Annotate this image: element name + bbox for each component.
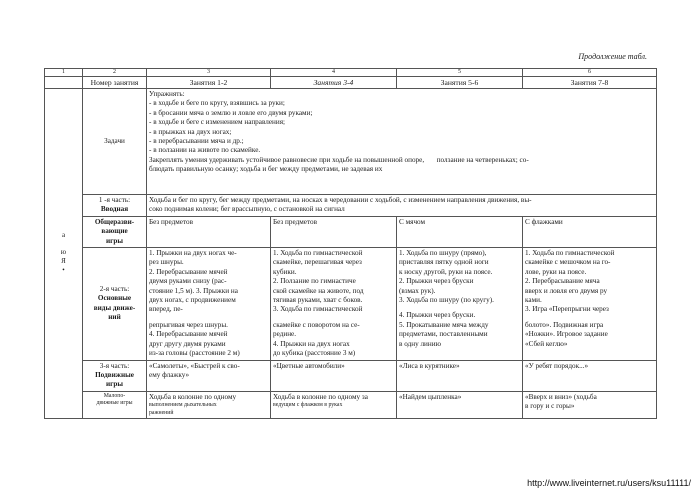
col-number: 3	[147, 69, 271, 77]
general-cell: Без предметов	[271, 216, 397, 247]
low-mobility-row	[45, 391, 657, 418]
general-cell: Без предметов	[147, 216, 271, 247]
part3-cell: «Лиса в курятнике»	[397, 360, 523, 391]
header-session: Занятия 1-2	[147, 77, 271, 89]
col-number: 6	[523, 69, 657, 77]
tasks-content: Упражнять: - в ходьбе и беге по кругу, взявшись за руки; - в бросании мяча о землю и ловле его двумя руками; - в ходьбе и беге с изменением направления; - в прыжках на двух ногах; - в перебрасывании мяча и др.; - в ползании на животе по скамейке. Закреплять умения удерживать устойчивое равновесие при ходьбе на повышенной опоре, ползание на четвереньках; со- блюдать правильную осанку; ходьба и бег между предметами, не задевая их	[147, 89, 657, 195]
low-mobility-cell: «Вверх и вниз» (ходьба в гору и с горы»	[523, 391, 657, 418]
part3-cell: «Цветные автомобили»	[271, 360, 397, 391]
header-lesson-number: Номер занятия	[83, 77, 147, 89]
low-mobility-cell: Ходьба в колонне по одному выполнением дыхательных ражнений	[147, 391, 271, 418]
col-number: 1	[45, 69, 83, 77]
general-games-row	[45, 216, 657, 247]
part1-label: 1 -я часть: Вводная	[83, 195, 147, 217]
lesson-plan-table	[44, 68, 657, 419]
continuation-note: Продолжение табл.	[578, 52, 647, 61]
header-row	[45, 77, 657, 89]
column-number-row	[45, 69, 657, 77]
part2-row	[45, 248, 657, 360]
general-games-label: Общеразви- вающие игры	[83, 216, 147, 247]
part3-cell: «Самолеты», «Быстрей к сво- ему флажку»	[147, 360, 271, 391]
part2-cell-s78: 1. Ходьба по гимнастической скамейке с мешочком на го- лове, руки на поясе. 2. Перебрасывание мяча вверх и ловля его двумя ру ками. 3. Игра «Перепрыгни через болото». Подвижная игра «Ножки». Игровое задание «Сбей кеглю»	[523, 248, 657, 360]
part1-content: Ходьба и бег по кругу, бег между предметами, на носках в чередовании с ходьбой, с изменением направления движения, вы- соко поднимая колени; бег врассыпную, с остановкой на сигнал	[147, 195, 657, 217]
col-number: 4	[271, 69, 397, 77]
part3-label: 3-я часть: Подвижные игры	[83, 360, 147, 391]
low-mobility-label: Малопо- движные игры	[83, 391, 147, 418]
col-number: 5	[397, 69, 523, 77]
balance-line: Закреплять умения удерживать устойчивое равновесие при ходьбе на повышенной опоре, ползание на четвереньках; со-	[149, 155, 529, 164]
part3-cell: «У ребят порядок...»	[523, 360, 657, 391]
side-label: а ю Я •	[45, 89, 83, 419]
part1-row	[45, 195, 657, 217]
tasks-label: Задачи	[83, 89, 147, 195]
header-session: Занятия 3-4	[271, 77, 397, 89]
part2-cell-s56: 1. Ходьба по шнуру (прямо), приставляя пятку одной ноги к носку другой, руки на поясе. 2. Прыжки через бруски (взмах рук). 3. Ходьба по шнуру (по кругу). 4. Прыжки через бруски. 5. Прокатывание мяча между предметами, поставленными в одну линию	[397, 248, 523, 360]
general-cell: С мячом	[397, 216, 523, 247]
header-session: Занятия 7-8	[523, 77, 657, 89]
col-number: 2	[83, 69, 147, 77]
tasks-row	[45, 89, 657, 195]
part2-label: 2-я часть: Основные виды движе- ний	[83, 248, 147, 360]
low-mobility-cell: Ходьба в колонне по одному за ведущим с флажком в руках	[271, 391, 397, 418]
general-cell: С флажками	[523, 216, 657, 247]
header-session: Занятия 5-6	[397, 77, 523, 89]
part2-cell-s34: 1. Ходьба по гимнастической скамейке, перешагивая через кубики. 2. Ползание по гимнастиче ской скамейке на животе, под тягивая руками, хват с боков. 3. Ходьба по гимнастической скамейке с поворотом на се- редине. 4. Прыжки на двух ногах до кубика (расстояние 3 м)	[271, 248, 397, 360]
part2-cell-s12: 1. Прыжки на двух ногах че- рез шнуры. 2. Перебрасывание мячей двумя руками снизу (рас- стояние 1,5 м). 3. Прыжки на двух ногах, с продвижением вперед, пе- репрыгивая через шнуры. 4. Перебрасывание мячей друг другу двумя руками из-за головы (расстояние 2 м)	[147, 248, 271, 360]
low-mobility-cell: «Найдем цыпленка»	[397, 391, 523, 418]
part3-row	[45, 360, 657, 391]
source-url[interactable]: http://www.liveinternet.ru/users/ksu11111/	[527, 478, 691, 488]
